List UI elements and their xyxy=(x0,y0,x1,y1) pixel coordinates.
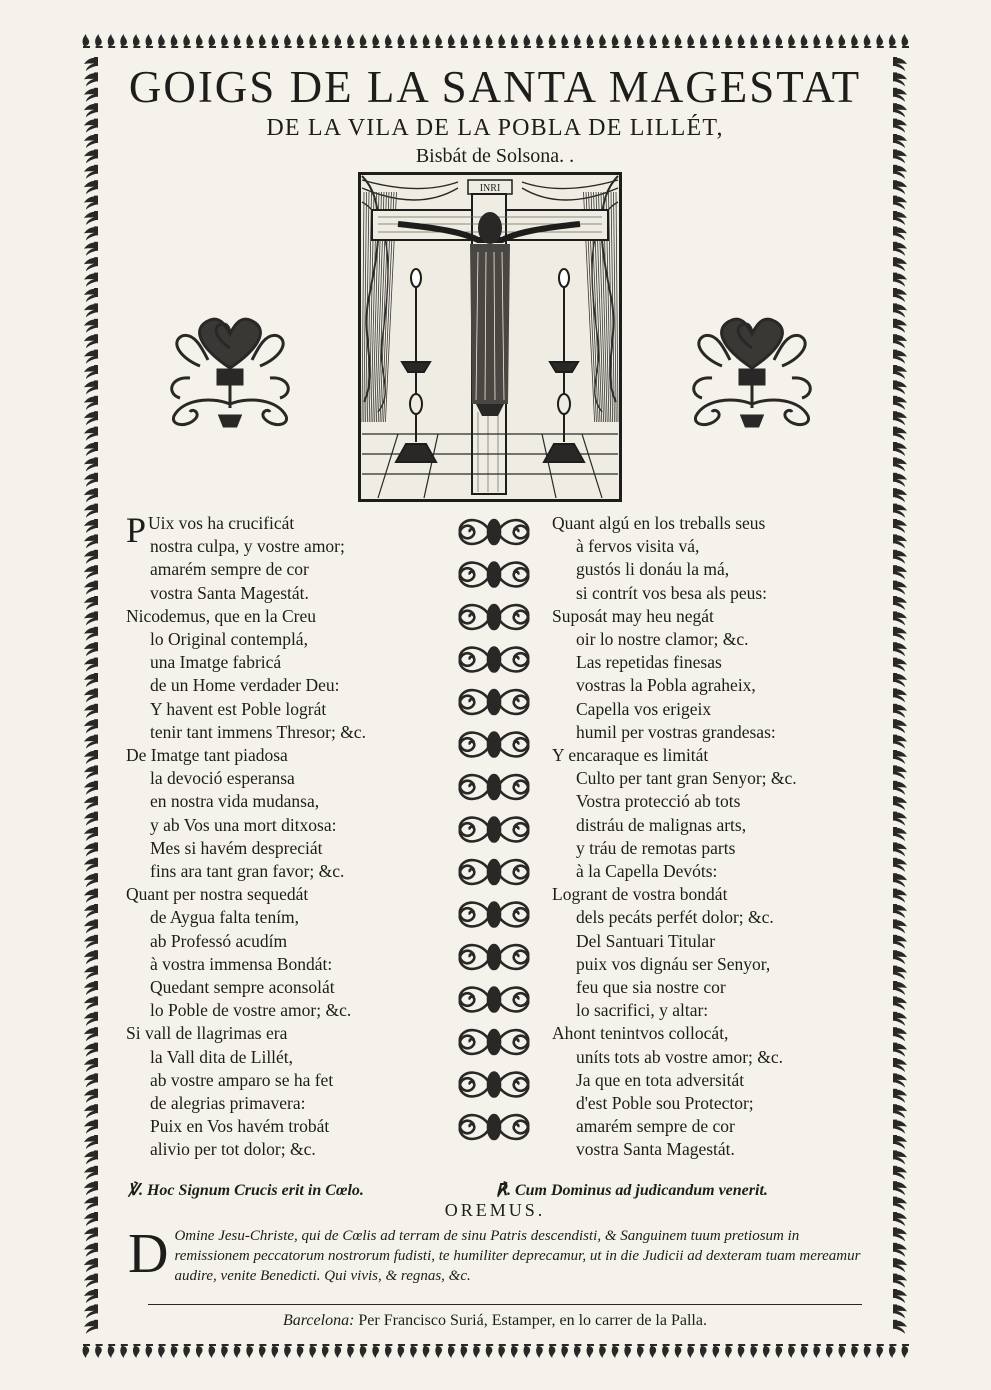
verse-line: Mes si havém despreciát xyxy=(150,837,323,858)
verse-line: Ahont tenintvos collocát, xyxy=(552,1023,729,1044)
verse-line: amarém sempre de cor xyxy=(576,1116,735,1137)
verse-line: feu que sia nostre cor xyxy=(576,977,726,998)
verse-line: puix vos dignáu ser Senyor, xyxy=(576,953,771,974)
verse-line: en nostra vida mudansa, xyxy=(150,791,320,812)
verse-line: Nicodemus, que en la Creu xyxy=(126,605,317,626)
verse-line: Culto per tant gran Senyor; &c. xyxy=(576,768,797,789)
subtitle: DE LA VILA DE LA POBLA DE LILLÉT, xyxy=(266,115,724,141)
verse-line: ab vostre amparo se ha fet xyxy=(150,1069,334,1090)
verse-line: lo Original contemplá, xyxy=(150,629,308,650)
verse-line: Capella vos erigeix xyxy=(576,698,712,719)
verse-line: lo sacrifici, y altar: xyxy=(576,1000,709,1021)
versicle-line xyxy=(128,1180,868,1200)
oremus-heading: OREMUS. xyxy=(444,1200,546,1220)
verse-line: Puix en Vos havém trobát xyxy=(150,1116,330,1137)
central-ornament-column xyxy=(454,512,534,1152)
verse-line: alivio per tot dolor; &c. xyxy=(150,1139,316,1160)
page-title: GOIGS DE LA SANTA MAGESTAT xyxy=(128,62,862,112)
flower-ornament-left xyxy=(160,308,300,430)
verse-line: si contrít vos besa als peus: xyxy=(576,582,768,603)
verse-line: Vostra protecció ab tots xyxy=(576,791,741,812)
verse-line: Quant per nostra sequedát xyxy=(126,884,309,905)
verse-line: y tráu de remotas parts xyxy=(576,837,736,858)
prayer-drop-cap: D xyxy=(128,1223,169,1285)
verse-line: humil per vostras grandesas: xyxy=(576,721,776,742)
verse-line: Y encaraque es limitát xyxy=(552,745,709,766)
verse-line: la Vall dita de Lillét, xyxy=(150,1046,294,1067)
verses-left-column xyxy=(126,512,456,1162)
verse-line: dels pecáts perfét dolor; &c. xyxy=(576,907,774,928)
verse-line: à fervos visita vá, xyxy=(576,536,700,557)
diocese-line: Bisbát de Solsona. . xyxy=(415,145,575,167)
versicle: ℣. Hoc Signum Crucis erit in Cœlo. xyxy=(128,1182,364,1199)
verses-section xyxy=(118,512,872,1172)
flower-ornament-right xyxy=(682,308,822,430)
verse-line: Ja que en tota adversitát xyxy=(576,1069,745,1090)
verses-right-column xyxy=(552,512,882,1162)
verse-line: gustós li donáu la má, xyxy=(576,559,730,580)
verse-line: una Imatge fabricá xyxy=(150,652,282,673)
verse-line: de un Home verdader Deu: xyxy=(150,675,340,696)
verse-line: Del Santuari Titular xyxy=(576,930,716,951)
verse-line: Quedant sempre aconsolát xyxy=(150,977,335,998)
prayer-text: Omine Jesu-Christe, qui de Cœlis ad terram de sinu Patris descendisti, & Sanguinem tuum pretiosum in remissionem peccatorum nostrorum fudisti, te humiliter deprecamur, ut in die Judicii ad dexteram tuam mereamur audire, venite Benedicti. Qui vivis, & regnas, &c. xyxy=(174,1228,861,1284)
verse-line: Si vall de llagrimas era xyxy=(126,1023,288,1044)
verse-line: Uix vos ha crucificát xyxy=(148,513,295,533)
crucifixion-woodcut xyxy=(358,172,622,502)
verse-line: vostras la Pobla agraheix, xyxy=(576,675,756,696)
verse-line: y ab Vos una mort ditxosa: xyxy=(150,814,337,835)
verse-line: de Aygua falta tením, xyxy=(150,907,300,928)
verse-line: fins ara tant gran favor; &c. xyxy=(150,861,345,882)
verse-line: la devoció esperansa xyxy=(150,768,295,789)
verse-line: Suposát may heu negát xyxy=(552,605,714,626)
verse-line: Las repetidas finesas xyxy=(576,652,722,673)
verse-line: nostra culpa, y vostre amor; xyxy=(150,536,345,557)
verse-line: Quant algú en los treballs seus xyxy=(552,513,766,533)
imprint-city: Barcelona: xyxy=(283,1312,355,1329)
broadsheet xyxy=(118,60,872,1350)
printer-imprint xyxy=(118,1312,872,1330)
verse-line: tenir tant immens Thresor; &c. xyxy=(150,721,366,742)
verse-line: d'est Poble sou Protector; xyxy=(576,1093,754,1114)
verse-line: vostra Santa Magestát. xyxy=(576,1139,735,1160)
verse-line: lo Poble de vostre amor; &c. xyxy=(150,1000,352,1021)
verse-line: amarém sempre de cor xyxy=(150,559,309,580)
drop-cap: P xyxy=(126,510,147,550)
verse-line: De Imatge tant piadosa xyxy=(126,745,288,766)
verse-line: oir lo nostre clamor; &c. xyxy=(576,629,749,650)
verse-line: Y havent est Poble lográt xyxy=(150,698,327,719)
divider xyxy=(148,1304,862,1305)
verse-line: à vostra immensa Bondát: xyxy=(150,953,333,974)
verse-line: Logrant de vostra bondát xyxy=(552,884,728,905)
verse-line: uníts tots ab vostre amor; &c. xyxy=(576,1046,784,1067)
response: ℟. Cum Dominus ad judicandum venerit. xyxy=(496,1182,768,1199)
verse-line: à la Capella Devóts: xyxy=(576,861,718,882)
verse-line: ab Professó acudím xyxy=(150,930,288,951)
verse-line: distráu de malignas arts, xyxy=(576,814,747,835)
inri-inscription: INRI xyxy=(479,183,501,194)
prayer-paragraph xyxy=(128,1223,868,1286)
verse-line: de alegrias primavera: xyxy=(150,1093,306,1114)
imprint-text: Per Francisco Suriá, Estamper, en lo carrer de la Palla. xyxy=(358,1312,707,1329)
verse-line: vostra Santa Magestát. xyxy=(150,582,309,603)
